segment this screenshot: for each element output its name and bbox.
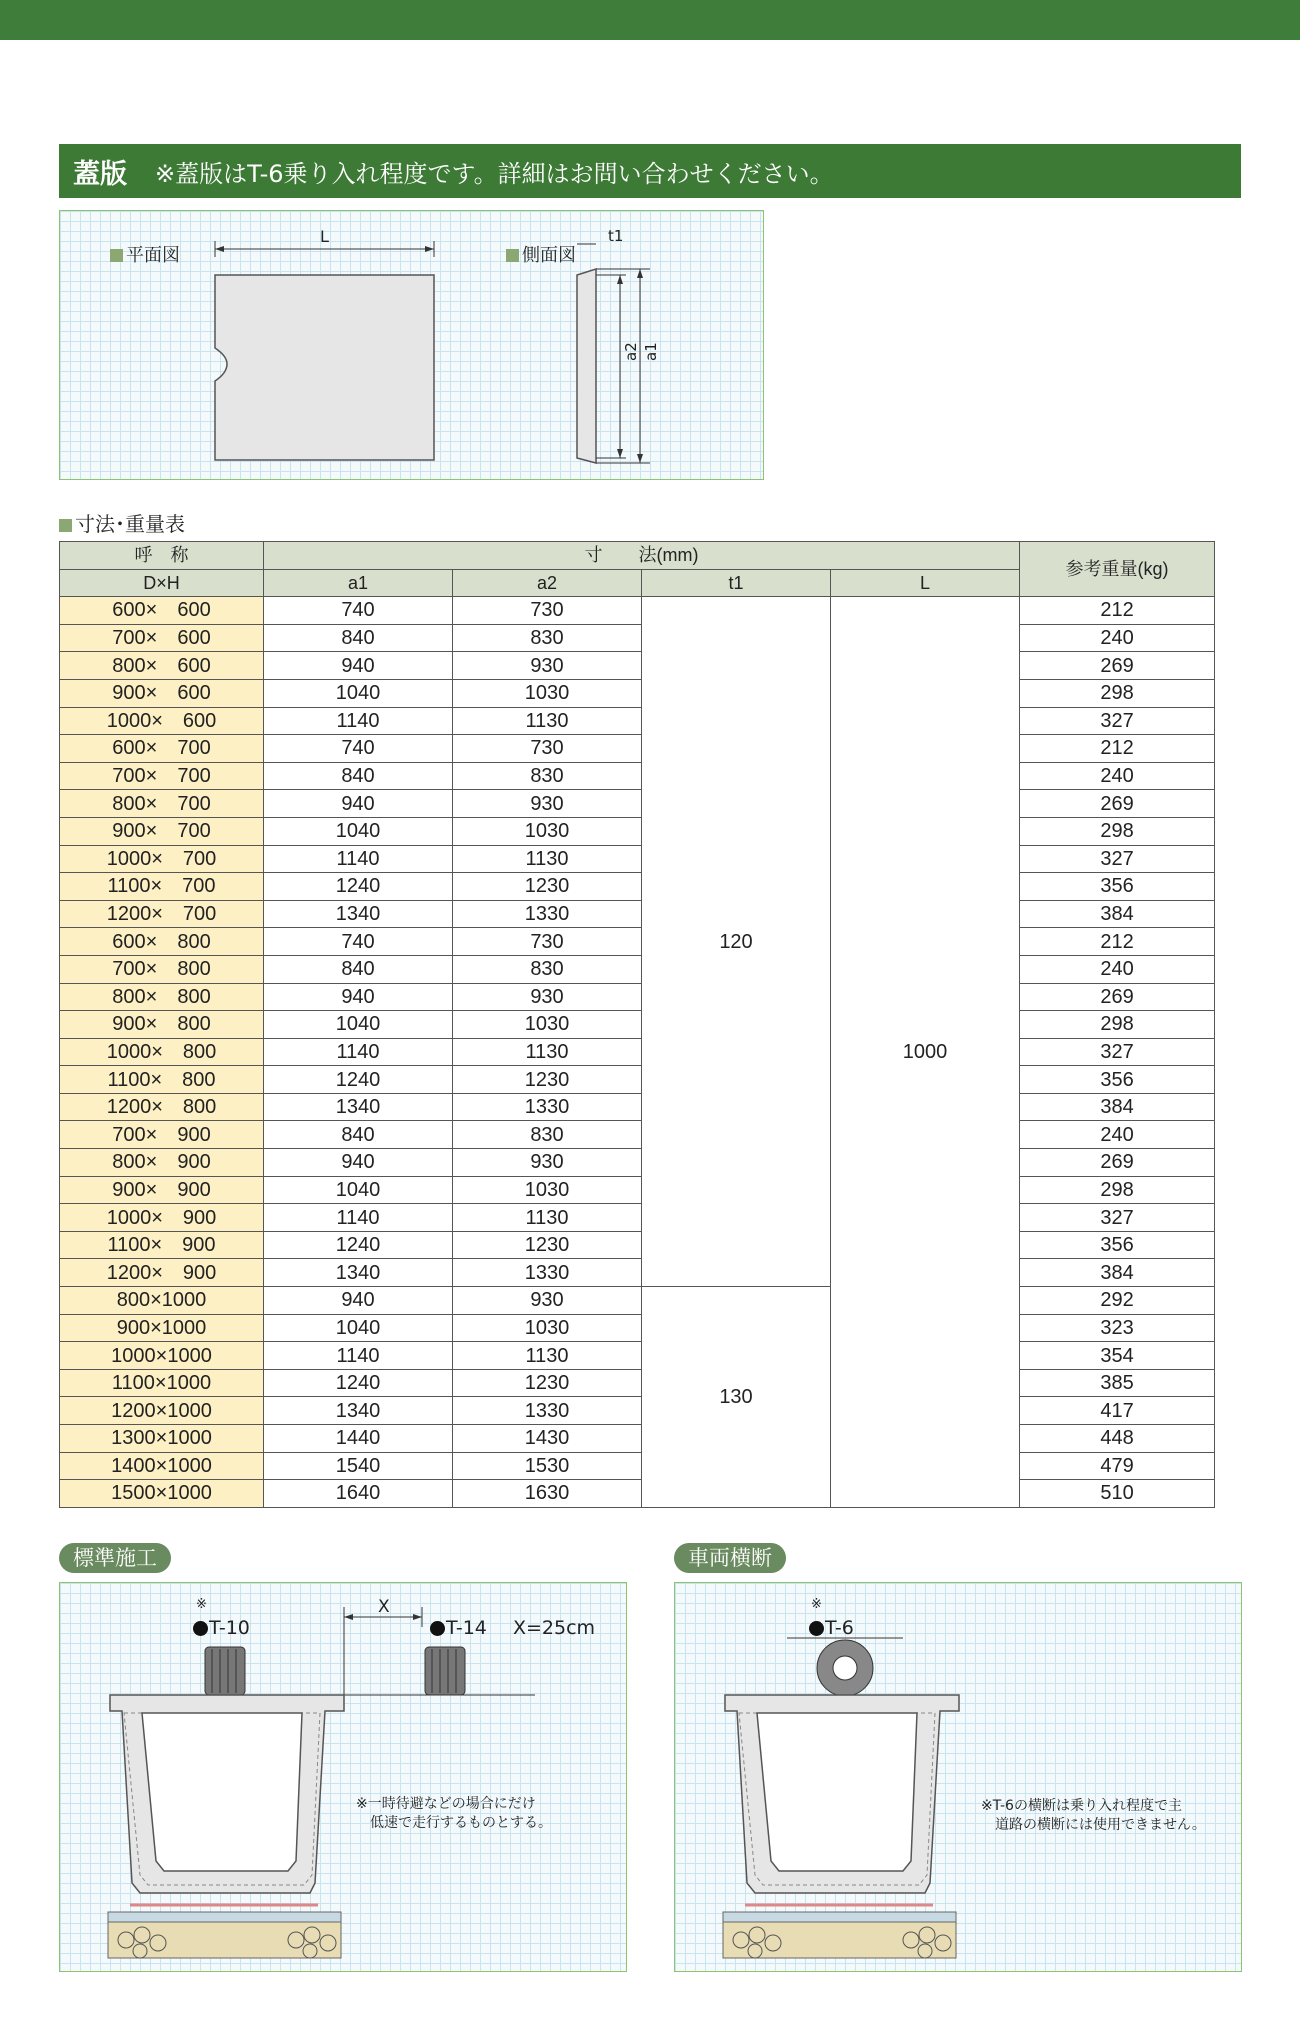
table-row bbox=[60, 1149, 1215, 1177]
cell-a1: 1140 bbox=[264, 707, 453, 735]
vehicle-crossing-pill: 車両横断 bbox=[674, 1543, 786, 1573]
cell-name: 1200×1000 bbox=[60, 1397, 264, 1425]
table-row bbox=[60, 1314, 1215, 1342]
cell-a1: 840 bbox=[264, 762, 453, 790]
cell-a2: 1330 bbox=[453, 1259, 642, 1287]
cell-name: 700× 900 bbox=[60, 1121, 264, 1149]
wheel-dot-icon bbox=[809, 1621, 824, 1636]
table-row bbox=[60, 1369, 1215, 1397]
cell-name: 1000×1000 bbox=[60, 1342, 264, 1370]
cell-name: 1200× 900 bbox=[60, 1259, 264, 1287]
cell-name: 600× 800 bbox=[60, 928, 264, 956]
cell-a1: 1340 bbox=[264, 900, 453, 928]
vehicle-crossing-panel bbox=[674, 1582, 1242, 1972]
cell-a2: 1230 bbox=[453, 1231, 642, 1259]
cell-a1: 940 bbox=[264, 1287, 453, 1315]
cover-diagram-panel bbox=[59, 210, 764, 480]
dimension-weight-table bbox=[59, 541, 1215, 1508]
dim-t1-label: t1 bbox=[608, 227, 624, 245]
cell-a1: 1240 bbox=[264, 1066, 453, 1094]
cell-a2: 1530 bbox=[453, 1452, 642, 1480]
side-view-label: 側面図 bbox=[506, 241, 576, 267]
cell-name: 700× 800 bbox=[60, 955, 264, 983]
header-L: L bbox=[831, 569, 1020, 597]
cell-a1: 1040 bbox=[264, 1011, 453, 1039]
header-name-line2: D×H bbox=[60, 569, 264, 597]
cell-w: 479 bbox=[1020, 1452, 1215, 1480]
cell-w: 292 bbox=[1020, 1287, 1215, 1315]
cell-w: 212 bbox=[1020, 597, 1215, 625]
cell-t1-group1: 120 bbox=[642, 597, 831, 1287]
cell-a1: 940 bbox=[264, 652, 453, 680]
cell-a2: 730 bbox=[453, 735, 642, 763]
table-row bbox=[60, 1011, 1215, 1039]
cell-a2: 1230 bbox=[453, 873, 642, 901]
cell-a1: 940 bbox=[264, 1149, 453, 1177]
cell-a1: 740 bbox=[264, 735, 453, 763]
cell-a2: 1230 bbox=[453, 1369, 642, 1397]
cell-w: 298 bbox=[1020, 817, 1215, 845]
cell-a2: 730 bbox=[453, 597, 642, 625]
cell-w: 510 bbox=[1020, 1480, 1215, 1508]
table-row bbox=[60, 790, 1215, 818]
cell-a1: 1040 bbox=[264, 679, 453, 707]
cell-a1: 940 bbox=[264, 790, 453, 818]
standard-construction-pill: 標準施工 bbox=[59, 1543, 171, 1573]
cell-name: 1100×1000 bbox=[60, 1369, 264, 1397]
cell-a2: 1030 bbox=[453, 1176, 642, 1204]
cell-name: 900×1000 bbox=[60, 1314, 264, 1342]
cell-w: 384 bbox=[1020, 1093, 1215, 1121]
cell-w: 327 bbox=[1020, 1038, 1215, 1066]
table-row bbox=[60, 652, 1215, 680]
cell-a1: 840 bbox=[264, 624, 453, 652]
cell-w: 240 bbox=[1020, 955, 1215, 983]
cell-a1: 1540 bbox=[264, 1452, 453, 1480]
table-row bbox=[60, 900, 1215, 928]
section-note: ※蓋版はT-6乗り入れ程度です。詳細はお問い合わせください。 bbox=[155, 159, 834, 188]
table-row bbox=[60, 1204, 1215, 1232]
table-row bbox=[60, 873, 1215, 901]
cell-w: 240 bbox=[1020, 624, 1215, 652]
cell-w: 327 bbox=[1020, 707, 1215, 735]
table-row bbox=[60, 1425, 1215, 1453]
table-row bbox=[60, 1397, 1215, 1425]
cell-name: 600× 600 bbox=[60, 597, 264, 625]
wheel-dot-icon bbox=[430, 1621, 445, 1636]
cell-a2: 1030 bbox=[453, 817, 642, 845]
table-row bbox=[60, 597, 1215, 625]
table-row bbox=[60, 1231, 1215, 1259]
table-row bbox=[60, 1259, 1215, 1287]
cell-w: 327 bbox=[1020, 1204, 1215, 1232]
cell-name: 1500×1000 bbox=[60, 1480, 264, 1508]
cell-a2: 930 bbox=[453, 1149, 642, 1177]
cell-a2: 1030 bbox=[453, 679, 642, 707]
cell-a1: 1340 bbox=[264, 1259, 453, 1287]
table-row bbox=[60, 624, 1215, 652]
cell-w: 240 bbox=[1020, 1121, 1215, 1149]
cell-a1: 840 bbox=[264, 955, 453, 983]
cell-w: 385 bbox=[1020, 1369, 1215, 1397]
cell-w: 269 bbox=[1020, 983, 1215, 1011]
cell-name: 1100× 900 bbox=[60, 1231, 264, 1259]
cell-a1: 1140 bbox=[264, 845, 453, 873]
dim-l-label: L bbox=[320, 227, 329, 246]
cell-name: 600× 700 bbox=[60, 735, 264, 763]
cell-name: 1200× 800 bbox=[60, 1093, 264, 1121]
cell-w: 356 bbox=[1020, 1231, 1215, 1259]
header-dimensions: 寸 法(mm) bbox=[264, 542, 1020, 570]
asterisk-t10: ※ bbox=[196, 1597, 207, 1612]
cell-a1: 840 bbox=[264, 1121, 453, 1149]
header-a1: a1 bbox=[264, 569, 453, 597]
cell-a1: 1240 bbox=[264, 873, 453, 901]
cell-name: 800× 900 bbox=[60, 1149, 264, 1177]
cell-a2: 1230 bbox=[453, 1066, 642, 1094]
cell-w: 269 bbox=[1020, 652, 1215, 680]
cell-a2: 930 bbox=[453, 790, 642, 818]
cell-a2: 930 bbox=[453, 983, 642, 1011]
cell-name: 1000× 700 bbox=[60, 845, 264, 873]
cell-name: 800× 800 bbox=[60, 983, 264, 1011]
header-weight: 参考重量(kg) bbox=[1020, 542, 1215, 597]
cell-name: 800×1000 bbox=[60, 1287, 264, 1315]
cell-w: 298 bbox=[1020, 679, 1215, 707]
cell-w: 212 bbox=[1020, 735, 1215, 763]
cell-a2: 830 bbox=[453, 955, 642, 983]
load-t6: T-6 bbox=[809, 1617, 854, 1639]
cell-a2: 1030 bbox=[453, 1314, 642, 1342]
table-row bbox=[60, 1480, 1215, 1508]
wheel-dot-icon bbox=[193, 1621, 208, 1636]
cell-a2: 1330 bbox=[453, 1397, 642, 1425]
cell-w: 269 bbox=[1020, 1149, 1215, 1177]
standard-construction-panel bbox=[59, 1582, 627, 1972]
cell-w: 212 bbox=[1020, 928, 1215, 956]
cell-w: 417 bbox=[1020, 1397, 1215, 1425]
x-value-label: X=25cm bbox=[513, 1617, 596, 1639]
cell-a2: 1030 bbox=[453, 1011, 642, 1039]
header-name-line1: 呼 称 bbox=[60, 542, 264, 570]
cell-L: 1000 bbox=[831, 597, 1020, 1508]
vehicle-crossing-drawing bbox=[675, 1583, 1241, 1971]
table-row bbox=[60, 1452, 1215, 1480]
table-row bbox=[60, 817, 1215, 845]
table-row bbox=[60, 679, 1215, 707]
standard-note: ※一時待避などの場合にだけ 低速で走行するものとする。 bbox=[356, 1796, 552, 1831]
cell-name: 1000× 800 bbox=[60, 1038, 264, 1066]
cell-name: 900× 900 bbox=[60, 1176, 264, 1204]
cell-w: 323 bbox=[1020, 1314, 1215, 1342]
plan-view-label: 平面図 bbox=[110, 241, 180, 267]
cell-name: 900× 700 bbox=[60, 817, 264, 845]
cell-w: 269 bbox=[1020, 790, 1215, 818]
cell-w: 327 bbox=[1020, 845, 1215, 873]
cell-a2: 830 bbox=[453, 762, 642, 790]
cell-a1: 1240 bbox=[264, 1369, 453, 1397]
cell-a1: 1140 bbox=[264, 1038, 453, 1066]
cell-w: 384 bbox=[1020, 900, 1215, 928]
cell-a1: 1640 bbox=[264, 1480, 453, 1508]
table-row bbox=[60, 1093, 1215, 1121]
table-row bbox=[60, 955, 1215, 983]
cell-a2: 830 bbox=[453, 1121, 642, 1149]
table-row bbox=[60, 1287, 1215, 1315]
cell-t1-group2: 130 bbox=[642, 1287, 831, 1508]
cell-a1: 1140 bbox=[264, 1342, 453, 1370]
load-t10: T-10 bbox=[193, 1617, 250, 1639]
cell-w: 448 bbox=[1020, 1425, 1215, 1453]
crossing-note: ※T-6の横断は乗り入れ程度で主 道路の横断には使用できません。 bbox=[981, 1798, 1206, 1833]
table-row bbox=[60, 707, 1215, 735]
load-t14: T-14 bbox=[430, 1617, 487, 1639]
cell-w: 240 bbox=[1020, 762, 1215, 790]
cell-a1: 1140 bbox=[264, 1204, 453, 1232]
header-a2: a2 bbox=[453, 569, 642, 597]
cell-a2: 930 bbox=[453, 1287, 642, 1315]
cell-w: 384 bbox=[1020, 1259, 1215, 1287]
cell-w: 298 bbox=[1020, 1176, 1215, 1204]
cell-w: 356 bbox=[1020, 873, 1215, 901]
cell-a2: 1130 bbox=[453, 707, 642, 735]
cell-a1: 940 bbox=[264, 983, 453, 1011]
table-row bbox=[60, 1342, 1215, 1370]
cell-a1: 1040 bbox=[264, 817, 453, 845]
standard-construction-drawing bbox=[60, 1583, 626, 1971]
cell-name: 700× 600 bbox=[60, 624, 264, 652]
cell-name: 800× 600 bbox=[60, 652, 264, 680]
cell-a1: 1340 bbox=[264, 1397, 453, 1425]
table-row bbox=[60, 1066, 1215, 1094]
cell-a2: 1430 bbox=[453, 1425, 642, 1453]
table-row bbox=[60, 1176, 1215, 1204]
cell-a2: 830 bbox=[453, 624, 642, 652]
cell-a2: 1330 bbox=[453, 1093, 642, 1121]
cell-w: 356 bbox=[1020, 1066, 1215, 1094]
cell-a1: 1040 bbox=[264, 1314, 453, 1342]
table-row bbox=[60, 735, 1215, 763]
table-title: 寸法･重量表 bbox=[59, 508, 185, 537]
table-row bbox=[60, 1121, 1215, 1149]
cell-w: 298 bbox=[1020, 1011, 1215, 1039]
cell-name: 1000× 900 bbox=[60, 1204, 264, 1232]
cell-name: 1400×1000 bbox=[60, 1452, 264, 1480]
table-row bbox=[60, 1038, 1215, 1066]
cell-a2: 930 bbox=[453, 652, 642, 680]
cell-a1: 740 bbox=[264, 597, 453, 625]
cell-a2: 730 bbox=[453, 928, 642, 956]
table-row bbox=[60, 983, 1215, 1011]
cell-name: 800× 700 bbox=[60, 790, 264, 818]
table-row bbox=[60, 762, 1215, 790]
cell-a1: 1040 bbox=[264, 1176, 453, 1204]
table-row bbox=[60, 845, 1215, 873]
section-title: 蓋版 bbox=[73, 158, 127, 190]
cell-a2: 1630 bbox=[453, 1480, 642, 1508]
cell-name: 900× 600 bbox=[60, 679, 264, 707]
cell-name: 1000× 600 bbox=[60, 707, 264, 735]
cell-a2: 1130 bbox=[453, 845, 642, 873]
asterisk-t6: ※ bbox=[811, 1597, 822, 1612]
cell-name: 1200× 700 bbox=[60, 900, 264, 928]
cell-a1: 1440 bbox=[264, 1425, 453, 1453]
header-t1: t1 bbox=[642, 569, 831, 597]
cell-name: 1300×1000 bbox=[60, 1425, 264, 1453]
cell-a2: 1130 bbox=[453, 1038, 642, 1066]
cell-name: 1100× 800 bbox=[60, 1066, 264, 1094]
x-dim-label: X bbox=[378, 1597, 390, 1617]
cell-a2: 1130 bbox=[453, 1204, 642, 1232]
cell-a2: 1330 bbox=[453, 900, 642, 928]
cell-name: 700× 700 bbox=[60, 762, 264, 790]
dim-a1-label: a1 bbox=[642, 342, 660, 361]
cell-a1: 1340 bbox=[264, 1093, 453, 1121]
cell-a2: 1130 bbox=[453, 1342, 642, 1370]
cell-w: 354 bbox=[1020, 1342, 1215, 1370]
cell-a1: 740 bbox=[264, 928, 453, 956]
section-header bbox=[59, 144, 1241, 198]
cell-a1: 1240 bbox=[264, 1231, 453, 1259]
cell-name: 1100× 700 bbox=[60, 873, 264, 901]
table-row bbox=[60, 928, 1215, 956]
top-green-bar bbox=[0, 0, 1300, 40]
dim-a2-label: a2 bbox=[622, 342, 640, 361]
cell-name: 900× 800 bbox=[60, 1011, 264, 1039]
